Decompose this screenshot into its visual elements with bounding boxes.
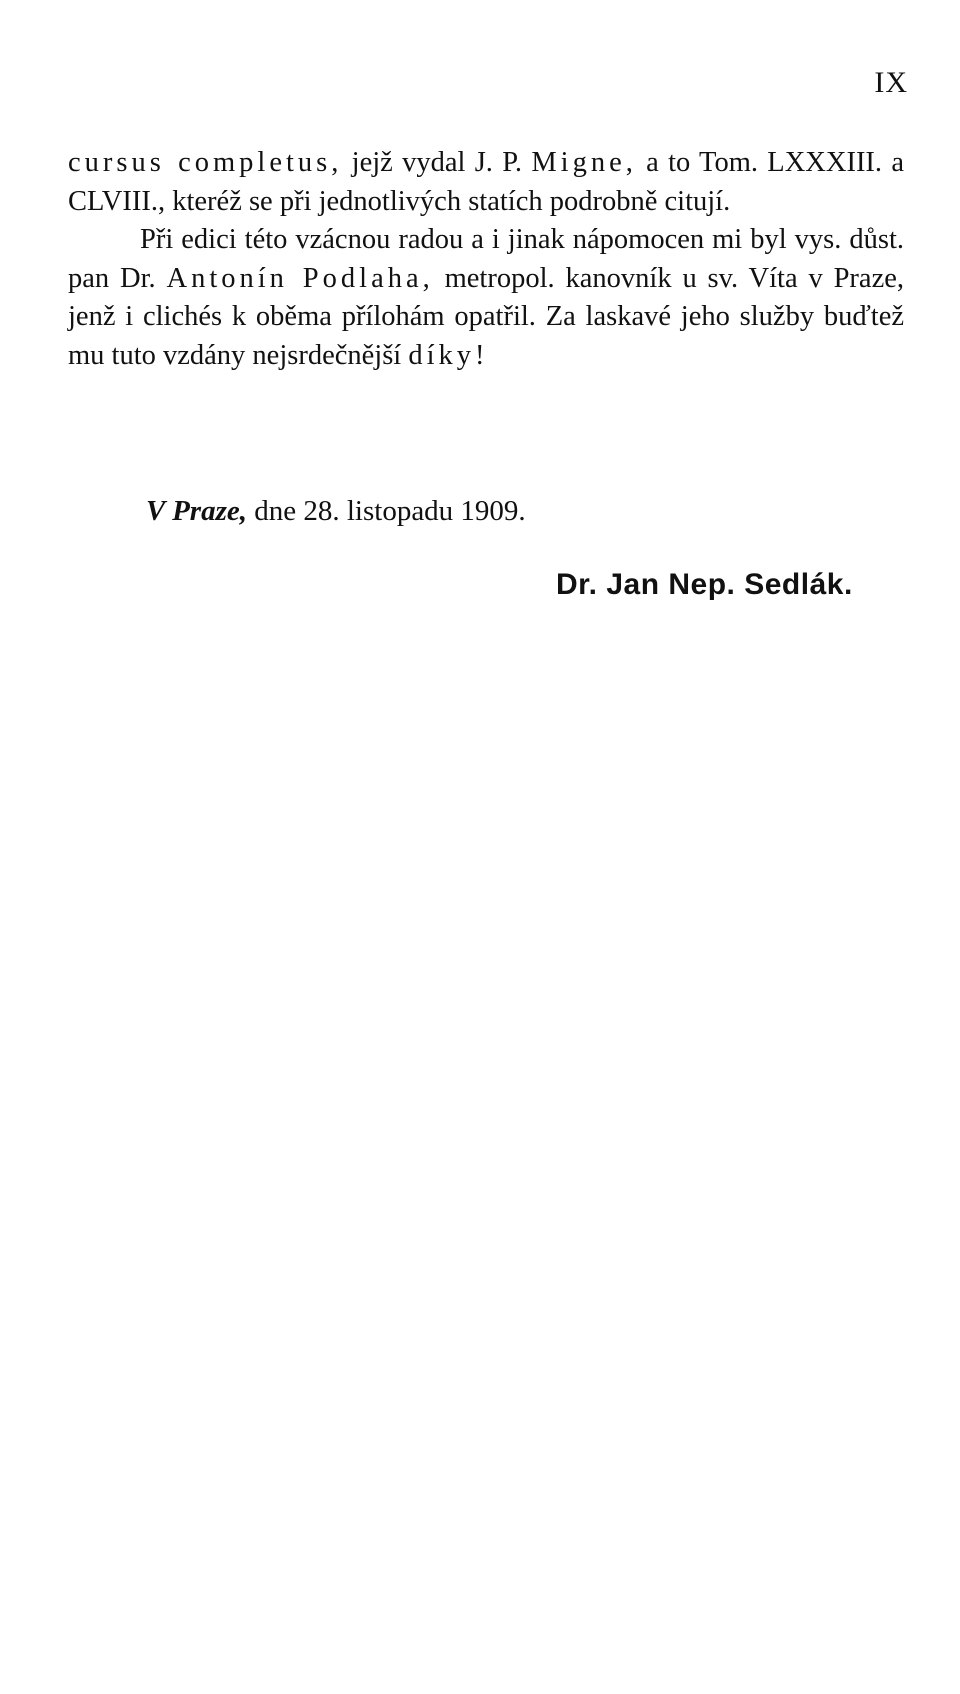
paragraph-2 <box>68 221 904 375</box>
paragraph-2-text-end: díky! <box>408 339 489 371</box>
cursus-completus-text: cursus completus, <box>68 147 343 178</box>
paragraph-2-text-middle: metropol. kanovník u sv. Víta v Praze, jenž i clichés k oběma přílohám opatřil. Za laskavé jeho služby buďtež mu tuto vzdány nejsrdečnější <box>68 262 904 371</box>
dateline <box>146 492 526 530</box>
dateline-date: dne 28. listopadu 1909. <box>246 495 526 527</box>
page-number: IX <box>874 66 908 99</box>
paragraph-2-text-start: Při edici této vzácnou radou a i jinak nápomocen mi byl vys. důst. pan Dr. <box>68 224 904 294</box>
signature: Dr. Jan Nep. Sedlák. <box>556 568 853 601</box>
paragraph-1-text-end: a to Tom. LXXXIII. a CLVIII., kteréž se při jednotlivých statích podrobně citují. <box>68 147 904 217</box>
dateline-place: V Praze, <box>146 495 247 527</box>
paragraph-1 <box>68 144 904 221</box>
body-text <box>68 144 904 375</box>
paragraph-1-text-middle: jejž vydal J. P. <box>342 147 532 178</box>
migne-name: Migne, <box>531 147 637 178</box>
podlaha-name: Antonín Podlaha, <box>166 262 434 294</box>
